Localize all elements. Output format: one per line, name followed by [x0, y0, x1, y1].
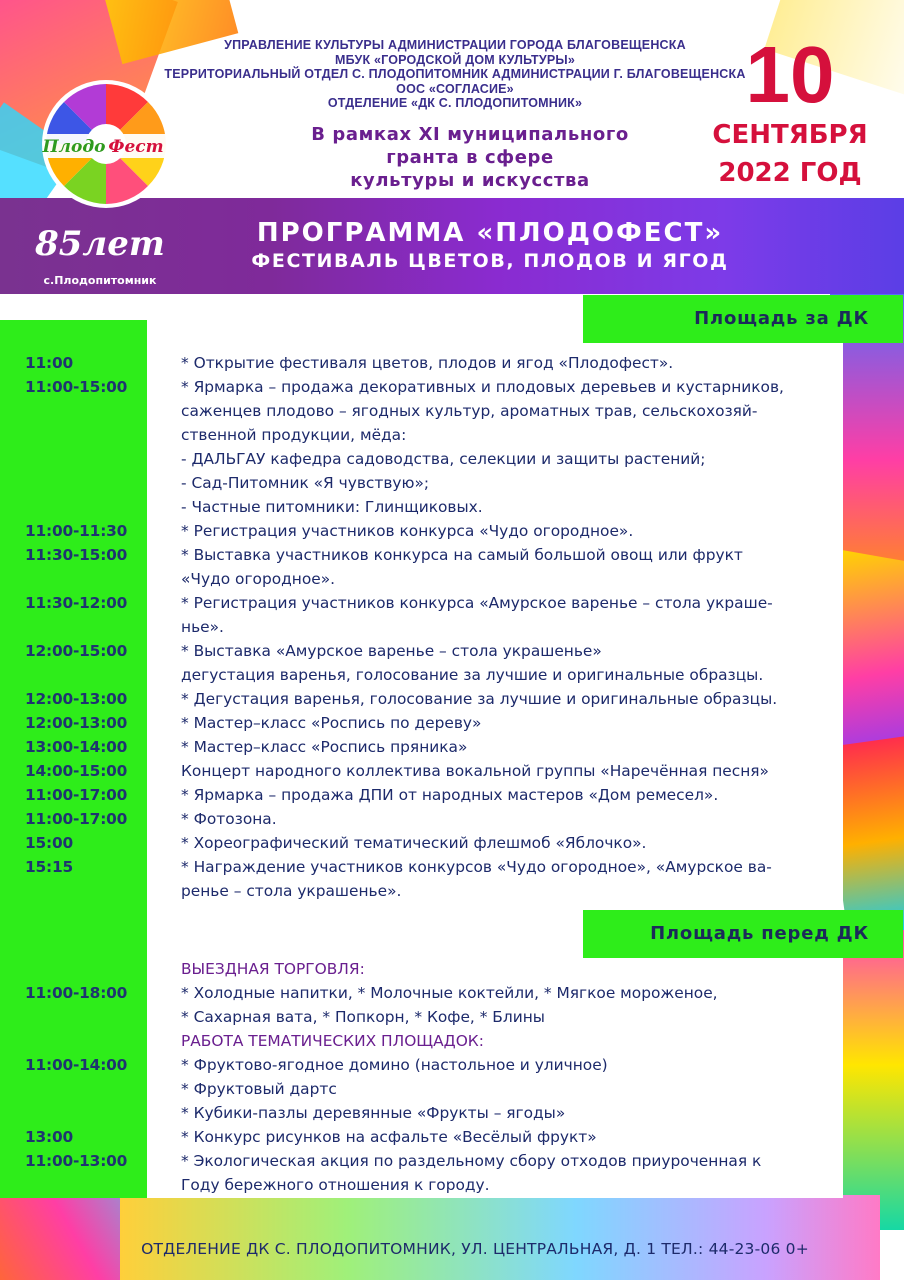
schedule-row: [0, 687, 904, 711]
schedule-time: [0, 663, 181, 687]
grant-caption: [240, 123, 700, 192]
schedule-text: ренье – стола украшенье».: [181, 882, 402, 900]
footer-address: ОТДЕЛЕНИЕ ДК С. ПЛОДОПИТОМНИК, УЛ. ЦЕНТРАЛЬНАЯ, Д. 1 ТЕЛ.: 44-23-06 0+: [141, 1240, 809, 1258]
schedule-time: 11:00-17:00: [25, 810, 128, 828]
schedule-time: [0, 1101, 181, 1125]
schedule-text: * Мастер–класс «Роспись по дереву»: [181, 714, 482, 732]
schedule-time: 15:15: [25, 858, 73, 876]
schedule-row: [0, 759, 904, 783]
organizer-line: ОТДЕЛЕНИЕ «ДК С. ПЛОДОПИТОМНИК»: [327, 96, 583, 110]
schedule-text: * Награждение участников конкурсов «Чудо огородное», «Амурское ва-: [181, 858, 772, 876]
schedule-text: * Фруктово-ягодное домино (настольное и уличное): [181, 1056, 608, 1074]
schedule-row: [0, 1077, 904, 1101]
schedule-row: [0, 807, 904, 831]
schedule-time: [0, 471, 181, 495]
schedule-text: ственной продукции, мёда:: [181, 426, 407, 444]
schedule-text: * Регистрация участников конкурса «Чудо огородное».: [181, 522, 634, 540]
schedule-row: [0, 423, 904, 447]
schedule-text: дегустация варенья, голосование за лучшие и оригинальные образцы.: [181, 666, 764, 684]
schedule-row: [0, 783, 904, 807]
schedule-time: 13:00-14:00: [25, 738, 128, 756]
schedule-text: * Фотозона.: [181, 810, 277, 828]
schedule-row: [0, 639, 904, 663]
schedule-text: * Дегустация варенья, голосование за лучшие и оригинальные образцы.: [181, 690, 778, 708]
schedule-row: [0, 471, 904, 495]
schedule-row: [0, 711, 904, 735]
schedule-row: [0, 1101, 904, 1125]
schedule-row: [0, 1125, 904, 1149]
plodofest-logo: [40, 78, 172, 210]
schedule-text: * Мастер–класс «Роспись пряника»: [181, 738, 468, 756]
schedule-time: [0, 567, 181, 591]
schedule-text: нье».: [181, 618, 224, 636]
schedule-row: [0, 447, 904, 471]
schedule-time: 11:00-15:00: [25, 378, 128, 396]
schedule-text: * Холодные напитки, * Молочные коктейли, * Мягкое мороженое,: [181, 984, 718, 1002]
anniversary-label: 85лет: [35, 224, 165, 264]
schedule-time: 11:00-11:30: [25, 522, 128, 540]
schedule-row: [0, 615, 904, 639]
schedule-row: [0, 567, 904, 591]
schedule-time: [0, 423, 181, 447]
schedule-time: 12:00-13:00: [25, 690, 128, 708]
schedule-row: [0, 399, 904, 423]
schedule-text: саженцев плодово – ягодных культур, ароматных трав, сельскохозяй-: [181, 402, 758, 420]
organizer-line: УПРАВЛЕНИЕ КУЛЬТУРЫ АДМИНИСТРАЦИИ ГОРОДА БЛАГОВЕЩЕНСКА: [224, 38, 686, 52]
schedule-row: [0, 495, 904, 519]
schedule-text: * Экологическая акция по раздельному сбору отходов приуроченная к: [181, 1152, 762, 1170]
schedule-time: 11:30-12:00: [25, 594, 128, 612]
schedule-row: [0, 879, 904, 903]
event-month: СЕНТЯБРЯ: [712, 120, 868, 150]
schedule-text: * Выставка участников конкурса на самый большой овощ или фрукт: [181, 546, 743, 564]
schedule-time: [0, 1077, 181, 1101]
schedule-time: 11:00: [25, 354, 73, 372]
schedule-time: [0, 447, 181, 471]
schedule-row: [0, 1053, 904, 1077]
schedule-time: [0, 879, 181, 903]
schedule-time: [0, 957, 181, 981]
schedule-text: * Сахарная вата, * Попкорн, * Кофе, * Блины: [181, 1008, 545, 1026]
schedule-row: [0, 1173, 904, 1197]
schedule-heading: РАБОТА ТЕМАТИЧЕСКИХ ПЛОЩАДОК:: [181, 1032, 484, 1050]
schedule-time: [0, 1029, 181, 1053]
schedule-row: [0, 519, 904, 543]
schedule-list-front: [0, 957, 904, 1197]
event-year: 2022 ГОД: [718, 158, 862, 188]
schedule-time: 15:00: [25, 834, 73, 852]
logo-text-part2: Фест: [108, 137, 164, 157]
grant-line: В рамках XI муниципального: [311, 124, 629, 145]
schedule-text: Концерт народного коллектива вокальной группы «Наречённая песня»: [181, 762, 769, 780]
schedule-row: [0, 1149, 904, 1173]
organizer-lines: [150, 38, 760, 111]
schedule-time: [0, 1173, 181, 1197]
schedule-time: 11:00-17:00: [25, 786, 128, 804]
schedule-time: 11:00-18:00: [25, 984, 128, 1002]
program-subtitle: ФЕСТИВАЛЬ ЦВЕТОВ, ПЛОДОВ И ЯГОД: [251, 250, 729, 272]
organizer-line: МБУК «ГОРОДСКОЙ ДОМ КУЛЬТУРЫ»: [334, 52, 576, 67]
schedule-time: [0, 615, 181, 639]
schedule-time: 13:00: [25, 1128, 73, 1146]
schedule-time: 12:00-13:00: [25, 714, 128, 732]
schedule-time: 14:00-15:00: [25, 762, 128, 780]
schedule-text: * Выставка «Амурское варенье – стола украшенье»: [181, 642, 602, 660]
schedule-time: 12:00-15:00: [25, 642, 128, 660]
schedule-time: [0, 399, 181, 423]
grant-line: гранта в сфере: [386, 147, 554, 168]
schedule-text: * Конкурс рисунков на асфальте «Весёлый фрукт»: [181, 1128, 597, 1146]
schedule-time: 11:30-15:00: [25, 546, 128, 564]
program-title: ПРОГРАММА «ПЛОДОФЕСТ»: [256, 218, 724, 248]
schedule-time: 11:00-13:00: [25, 1152, 128, 1170]
section-title-square-front: Площадь перед ДК: [583, 910, 903, 958]
schedule-heading: ВЫЕЗДНАЯ ТОРГОВЛЯ:: [181, 960, 365, 978]
schedule-text: * Фруктовый дартс: [181, 1080, 337, 1098]
schedule-row: [0, 735, 904, 759]
schedule-time: [0, 495, 181, 519]
schedule-text: - ДАЛЬГАУ кафедра садоводства, селекции и защиты растений;: [181, 450, 706, 468]
schedule-row: [0, 375, 904, 399]
schedule-row: [0, 831, 904, 855]
schedule-text: Году бережного отношения к городу.: [181, 1176, 490, 1194]
schedule-text: «Чудо огородное».: [181, 570, 336, 588]
schedule-row: [0, 1005, 904, 1029]
organizer-line: ООС «СОГЛАСИЕ»: [396, 81, 514, 96]
schedule-text: - Сад-Питомник «Я чувствую»;: [181, 474, 430, 492]
section-title-square-behind: Площадь за ДК: [583, 295, 903, 343]
schedule-row: [0, 981, 904, 1005]
schedule-row: [0, 543, 904, 567]
schedule-text: * Хореографический тематический флешмоб «Яблочко».: [181, 834, 647, 852]
schedule-row: [0, 957, 904, 981]
village-label: с.Плодопитомник: [43, 274, 157, 287]
schedule-text: - Частные питомники: Глинщиковых.: [181, 498, 483, 516]
schedule-time: [0, 1005, 181, 1029]
schedule-row: [0, 663, 904, 687]
schedule-list-behind: [0, 351, 904, 903]
schedule-row: [0, 351, 904, 375]
organizer-line: ТЕРРИТОРИАЛЬНЫЙ ОТДЕЛ С. ПЛОДОПИТОМНИК АДМИНИСТРАЦИИ Г. БЛАГОВЕЩЕНСКА: [164, 67, 746, 81]
event-day: 10: [745, 30, 835, 119]
schedule-row: [0, 1029, 904, 1053]
schedule-row: [0, 855, 904, 879]
schedule-text: * Ярмарка – продажа декоративных и плодовых деревьев и кустарников,: [181, 378, 784, 396]
logo-text-part1: Плодо: [42, 137, 106, 157]
schedule-time: 11:00-14:00: [25, 1056, 128, 1074]
schedule-text: * Открытие фестиваля цветов, плодов и ягод «Плодофест».: [181, 354, 674, 372]
schedule-row: [0, 591, 904, 615]
schedule-text: * Регистрация участников конкурса «Амурское варенье – стола украше-: [181, 594, 773, 612]
grant-line: культуры и искусства: [350, 170, 590, 191]
schedule-text: * Ярмарка – продажа ДПИ от народных мастеров «Дом ремесел».: [181, 786, 719, 804]
schedule-text: * Кубики-пазлы деревянные «Фрукты – ягоды»: [181, 1104, 566, 1122]
